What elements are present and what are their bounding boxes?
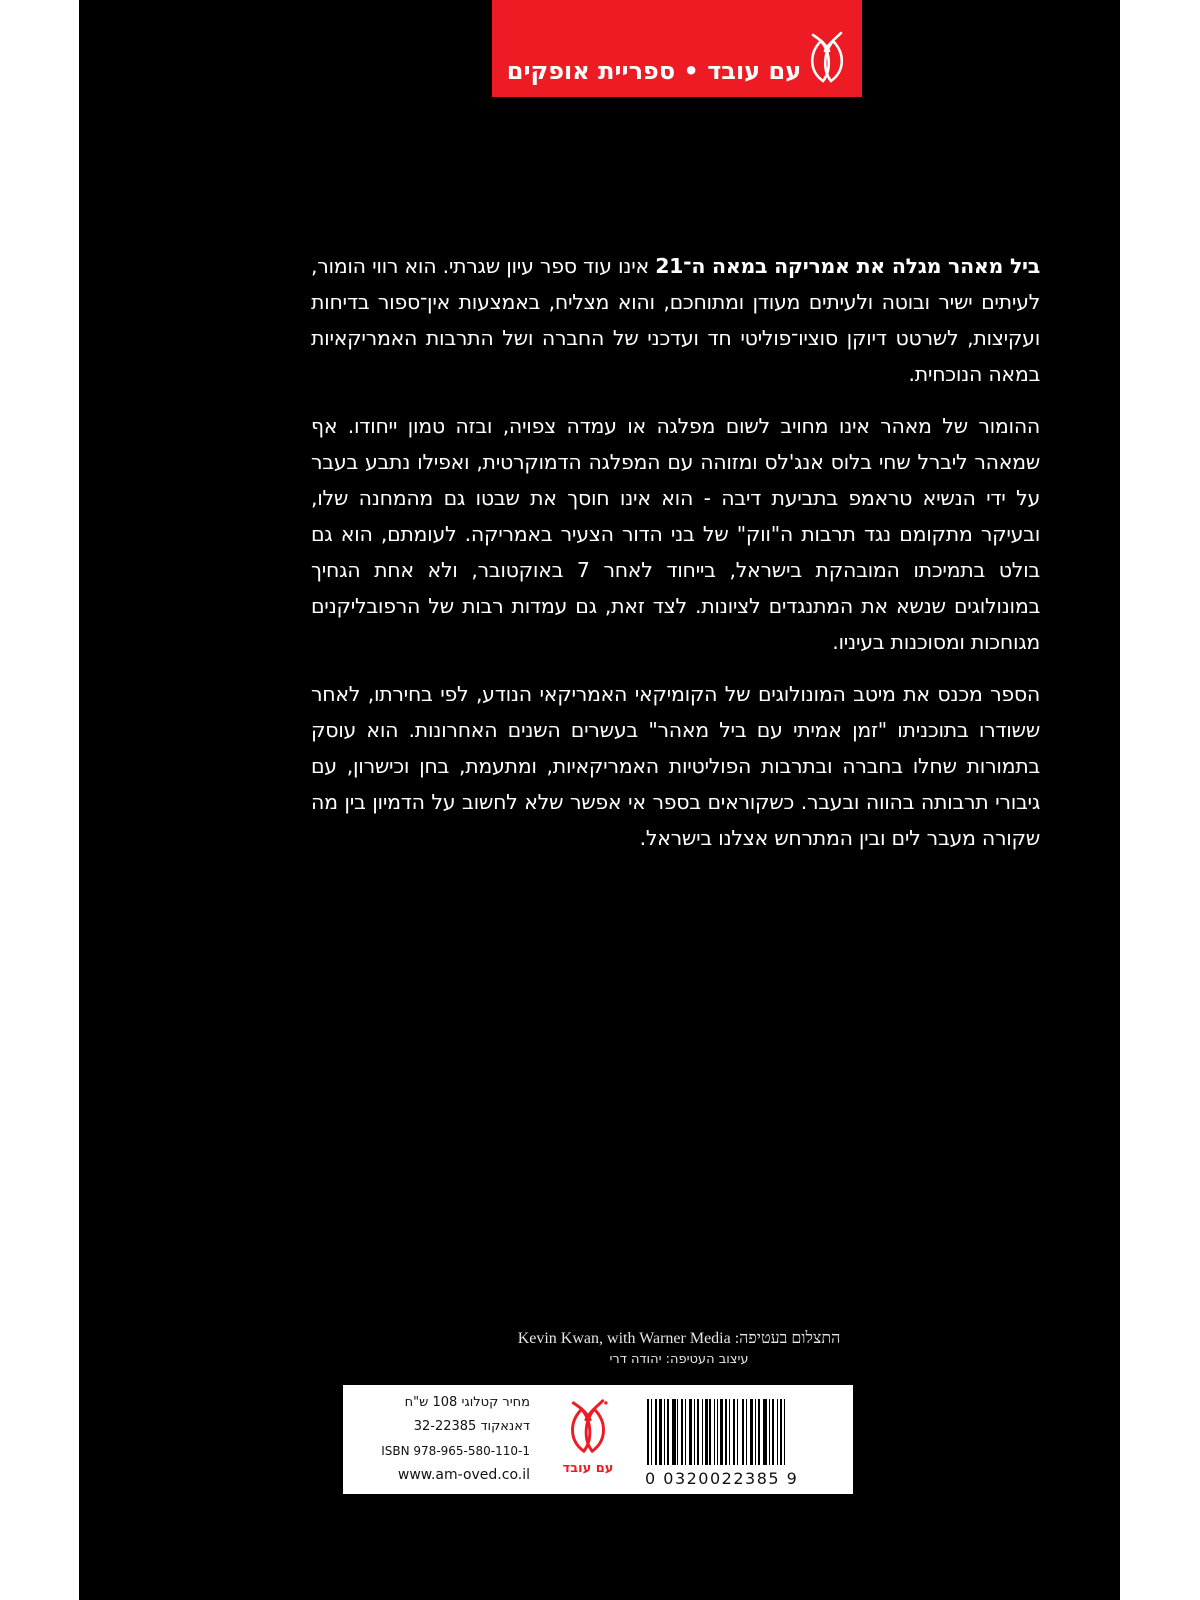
isbn: ISBN 978-965-580-110-1: [381, 1444, 530, 1458]
publisher-logo: [558, 1395, 618, 1487]
blurb-paragraph-2: ההומור של מאהר אינו מחויב לשום מפלגה או עמדה צפויה, ובזה טמון ייחודו. אף שמאהר ליברל שחי בלוס אנג'לס ומזוהה עם המפלגה הדמוקרטית, ואפילו נתבע בעבר על ידי הנשיא טראמפ בתביעת דיבה - הוא אינו חוסך את שבטו גם מהמחנה שלו, ובעיקר מתקומם נגד תרבות ה"ווק" של בני הדור הצעיר באמריקה. לעומתם, הוא גם בולט בתמיכתו המובהקת בישראל, בייחוד לאחר 7 באוקטובר, ולא אחת הגחיך במונולוגים שנשא את המתנגדים לציונות. לצד זאת, גם עמדות רבות של הרפובליקנים מגוחכות ומסוכנות בעיניו.: [311, 414, 1040, 654]
barcode: [643, 1399, 839, 1489]
book-blurb: [311, 248, 1040, 872]
blurb-paragraph-1: ביל מאהר מגלה את אמריקה במאה ה־21 אינו עוד ספר עיון שגרתי. הוא רווי הומור, לעיתים ישיר ובוטה ולעיתים מעודן ומתוחכם, והוא מצליח, באמצעות אין־ספור בדיחות ועקיצות, לשרטט דיוקן סוציו־פוליטי חד ועדכני של החברה ושל התרבות האמריקאיות במאה הנוכחית.: [311, 254, 1040, 386]
publisher-banner: [492, 0, 862, 97]
blurb-paragraph-3: הספר מכנס את מיטב המונולוגים של הקומיקאי האמריקאי הנודע, לפי בחירתו, לאחר ששודרו בתוכניתו "זמן אמיתי עם ביל מאהר" בעשרים השנים האחרונות. הוא עוסק בתמורות שחלו בחברה ובתרבות הפוליטיות האמריקאיות, ומתעמת, בחן וכישרון, עם גיבורי תרבותה בהווה ובעבר. כשקוראים בספר אי אפשר שלא לחשוב על הדמיון בין מה שקורה מעבר לים ובין המתרחש אצלנו בישראל.: [311, 682, 1040, 850]
publisher-url: www.am-oved.co.il: [397, 1467, 530, 1483]
am-oved-logo-icon: [567, 1395, 609, 1457]
danacode: דאנאקוד 32-22385: [413, 1419, 530, 1434]
publisher-name: עם עובד: [562, 1461, 614, 1476]
publication-details: [355, 1391, 530, 1487]
book-title-inline: ביל מאהר מגלה את אמריקה במאה ה־21: [655, 254, 1040, 278]
catalog-price: מחיר קטלוגי 108 ש"ח: [404, 1395, 530, 1410]
cover-design-credit: עיצוב העטיפה: יהודה דרי: [609, 1352, 749, 1367]
publication-info-box: [343, 1385, 853, 1494]
cover-credits: [379, 1328, 979, 1370]
cover-photo-credit: התצלום בעטיפה: Kevin Kwan, with Warner Media: [517, 1330, 841, 1347]
barcode-bars: [643, 1399, 839, 1465]
book-back-cover: [79, 0, 1120, 1600]
barcode-number: 0 0320022385 9: [645, 1469, 799, 1488]
am-oved-logo-icon: [807, 29, 847, 85]
series-title: עם עובד • ספריית אופקים: [506, 57, 802, 85]
